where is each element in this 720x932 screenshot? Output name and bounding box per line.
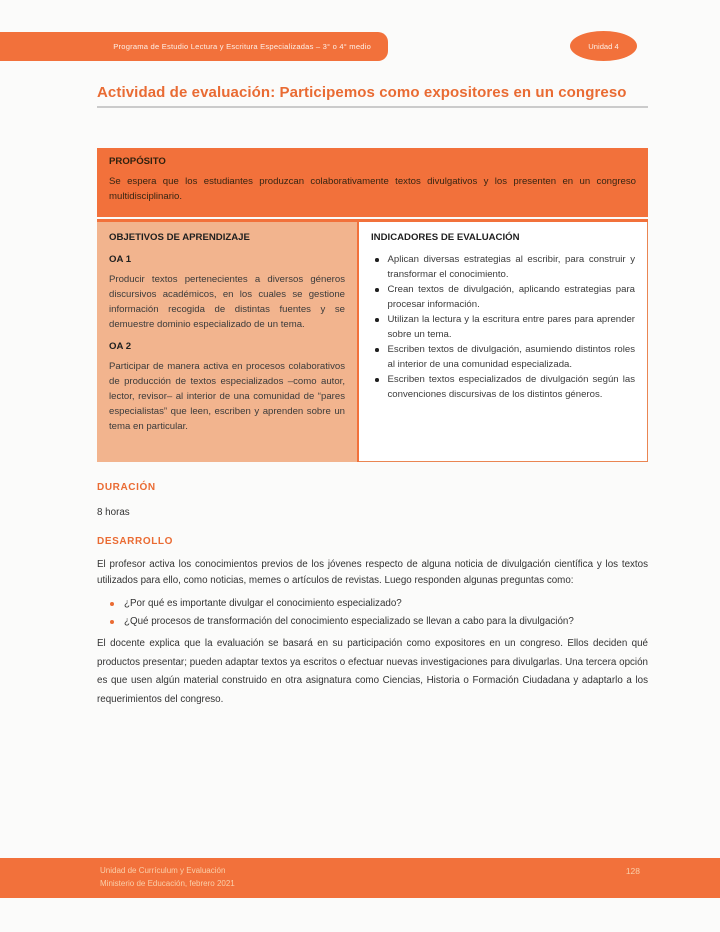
page-number: 128 [625,866,640,876]
oa1-text: Producir textos pertenecientes a diversos géneros discursivos académicos, en los cuales se gestione información recogida de distintas fuentes y se demuestre dominio especializado de un tema. [109,274,345,330]
proposito-heading: PROPÓSITO [109,156,166,167]
program-header-bar [0,32,388,61]
bullet-icon [110,620,114,624]
bullet-icon [375,378,379,382]
indicator-text: Escriben textos especializados de divulgación según las convenciones discursivas de los distintos géneros. [387,374,635,400]
title-divider [97,106,648,108]
duracion-heading: DURACIÓN [97,482,156,493]
objectives-indicators-table [97,219,648,462]
bullet-icon [110,602,114,606]
objectives-heading: OBJETIVOS DE APRENDIZAJE [109,232,250,243]
desarrollo-heading: DESARROLLO [97,536,173,547]
oa1-label: OA 1 [109,254,132,265]
bullet-icon [375,288,379,292]
oa2-label: OA 2 [109,341,132,352]
indicator-text: Utilizan la lectura y la escritura entre pares para aprender sobre un tema. [387,314,635,340]
proposito-text: Se espera que los estudiantes produzcan colaborativamente textos divulgativos y los presenten en un congreso multidisciplinario. [109,176,636,202]
objectives-cell [97,222,359,462]
desarrollo-closing: El docente explica que la evaluación se basará en su participación como expositores en un congreso. Ellos deciden qué productos presentar; pueden adaptar textos ya escritos o efectuar nuevas investigaciones para divulgarlas. Una tercera opción es que usen algún material construido en otra asignatura como Ciencias, Historia o Formación Ciudadana y adaptarlo a los requerimientos del congreso. [97,638,648,705]
footer-line2: Ministerio de Educación, febrero 2021 [100,878,235,888]
question-text: ¿Qué procesos de transformación del conocimiento especializado se llevan a cabo para la divulgación? [124,616,574,627]
list-item [371,372,635,402]
program-header-label: Programa de Estudio Lectura y Escritura Especializadas – 3° o 4° medio [113,42,371,51]
bullet-icon [375,348,379,352]
indicators-heading: INDICADORES DE EVALUACIÓN [371,232,520,243]
list-item [371,342,635,372]
unit-badge [570,31,637,61]
questions-list [110,595,648,631]
list-item [110,613,648,631]
duracion-value: 8 horas [97,507,130,518]
desarrollo-intro: El profesor activa los conocimientos previos de los jóvenes respecto de alguna noticia de divulgación científica y los textos utilizados para ello, como noticias, memes o artículos de revistas. Luego responden algunas preguntas como: [97,559,648,586]
footer-line1: Unidad de Currículum y Evaluación [100,866,226,875]
footer-credits [100,865,235,890]
list-item [371,282,635,312]
page-title: Actividad de evaluación: Participemos como expositores en un congreso [97,84,627,101]
footer-bar [0,858,720,898]
bullet-icon [375,318,379,322]
indicators-cell [359,222,648,462]
list-item [110,595,648,613]
unit-badge-label: Unidad 4 [588,41,619,51]
indicator-text: Escriben textos de divulgación, asumiendo distintos roles al interior de una comunidad especializada. [387,344,635,370]
indicators-list [371,252,635,402]
list-item [371,312,635,342]
proposito-box [97,148,648,217]
indicator-text: Aplican diversas estrategias al escribir, para construir y transformar el conocimiento. [387,254,635,280]
desarrollo-section [97,557,648,709]
bullet-icon [375,258,379,262]
oa2-text: Participar de manera activa en procesos colaborativos de producción de textos especializados –como autor, lector, revisor– al interior de una comunidad de “pares especialistas” que leen, escriben y aprenden sobre un tema en particular. [109,361,345,432]
indicator-text: Crean textos de divulgación, aplicando estrategias para procesar información. [387,284,635,310]
question-text: ¿Por qué es importante divulgar el conocimiento especializado? [124,598,402,609]
list-item [371,252,635,282]
